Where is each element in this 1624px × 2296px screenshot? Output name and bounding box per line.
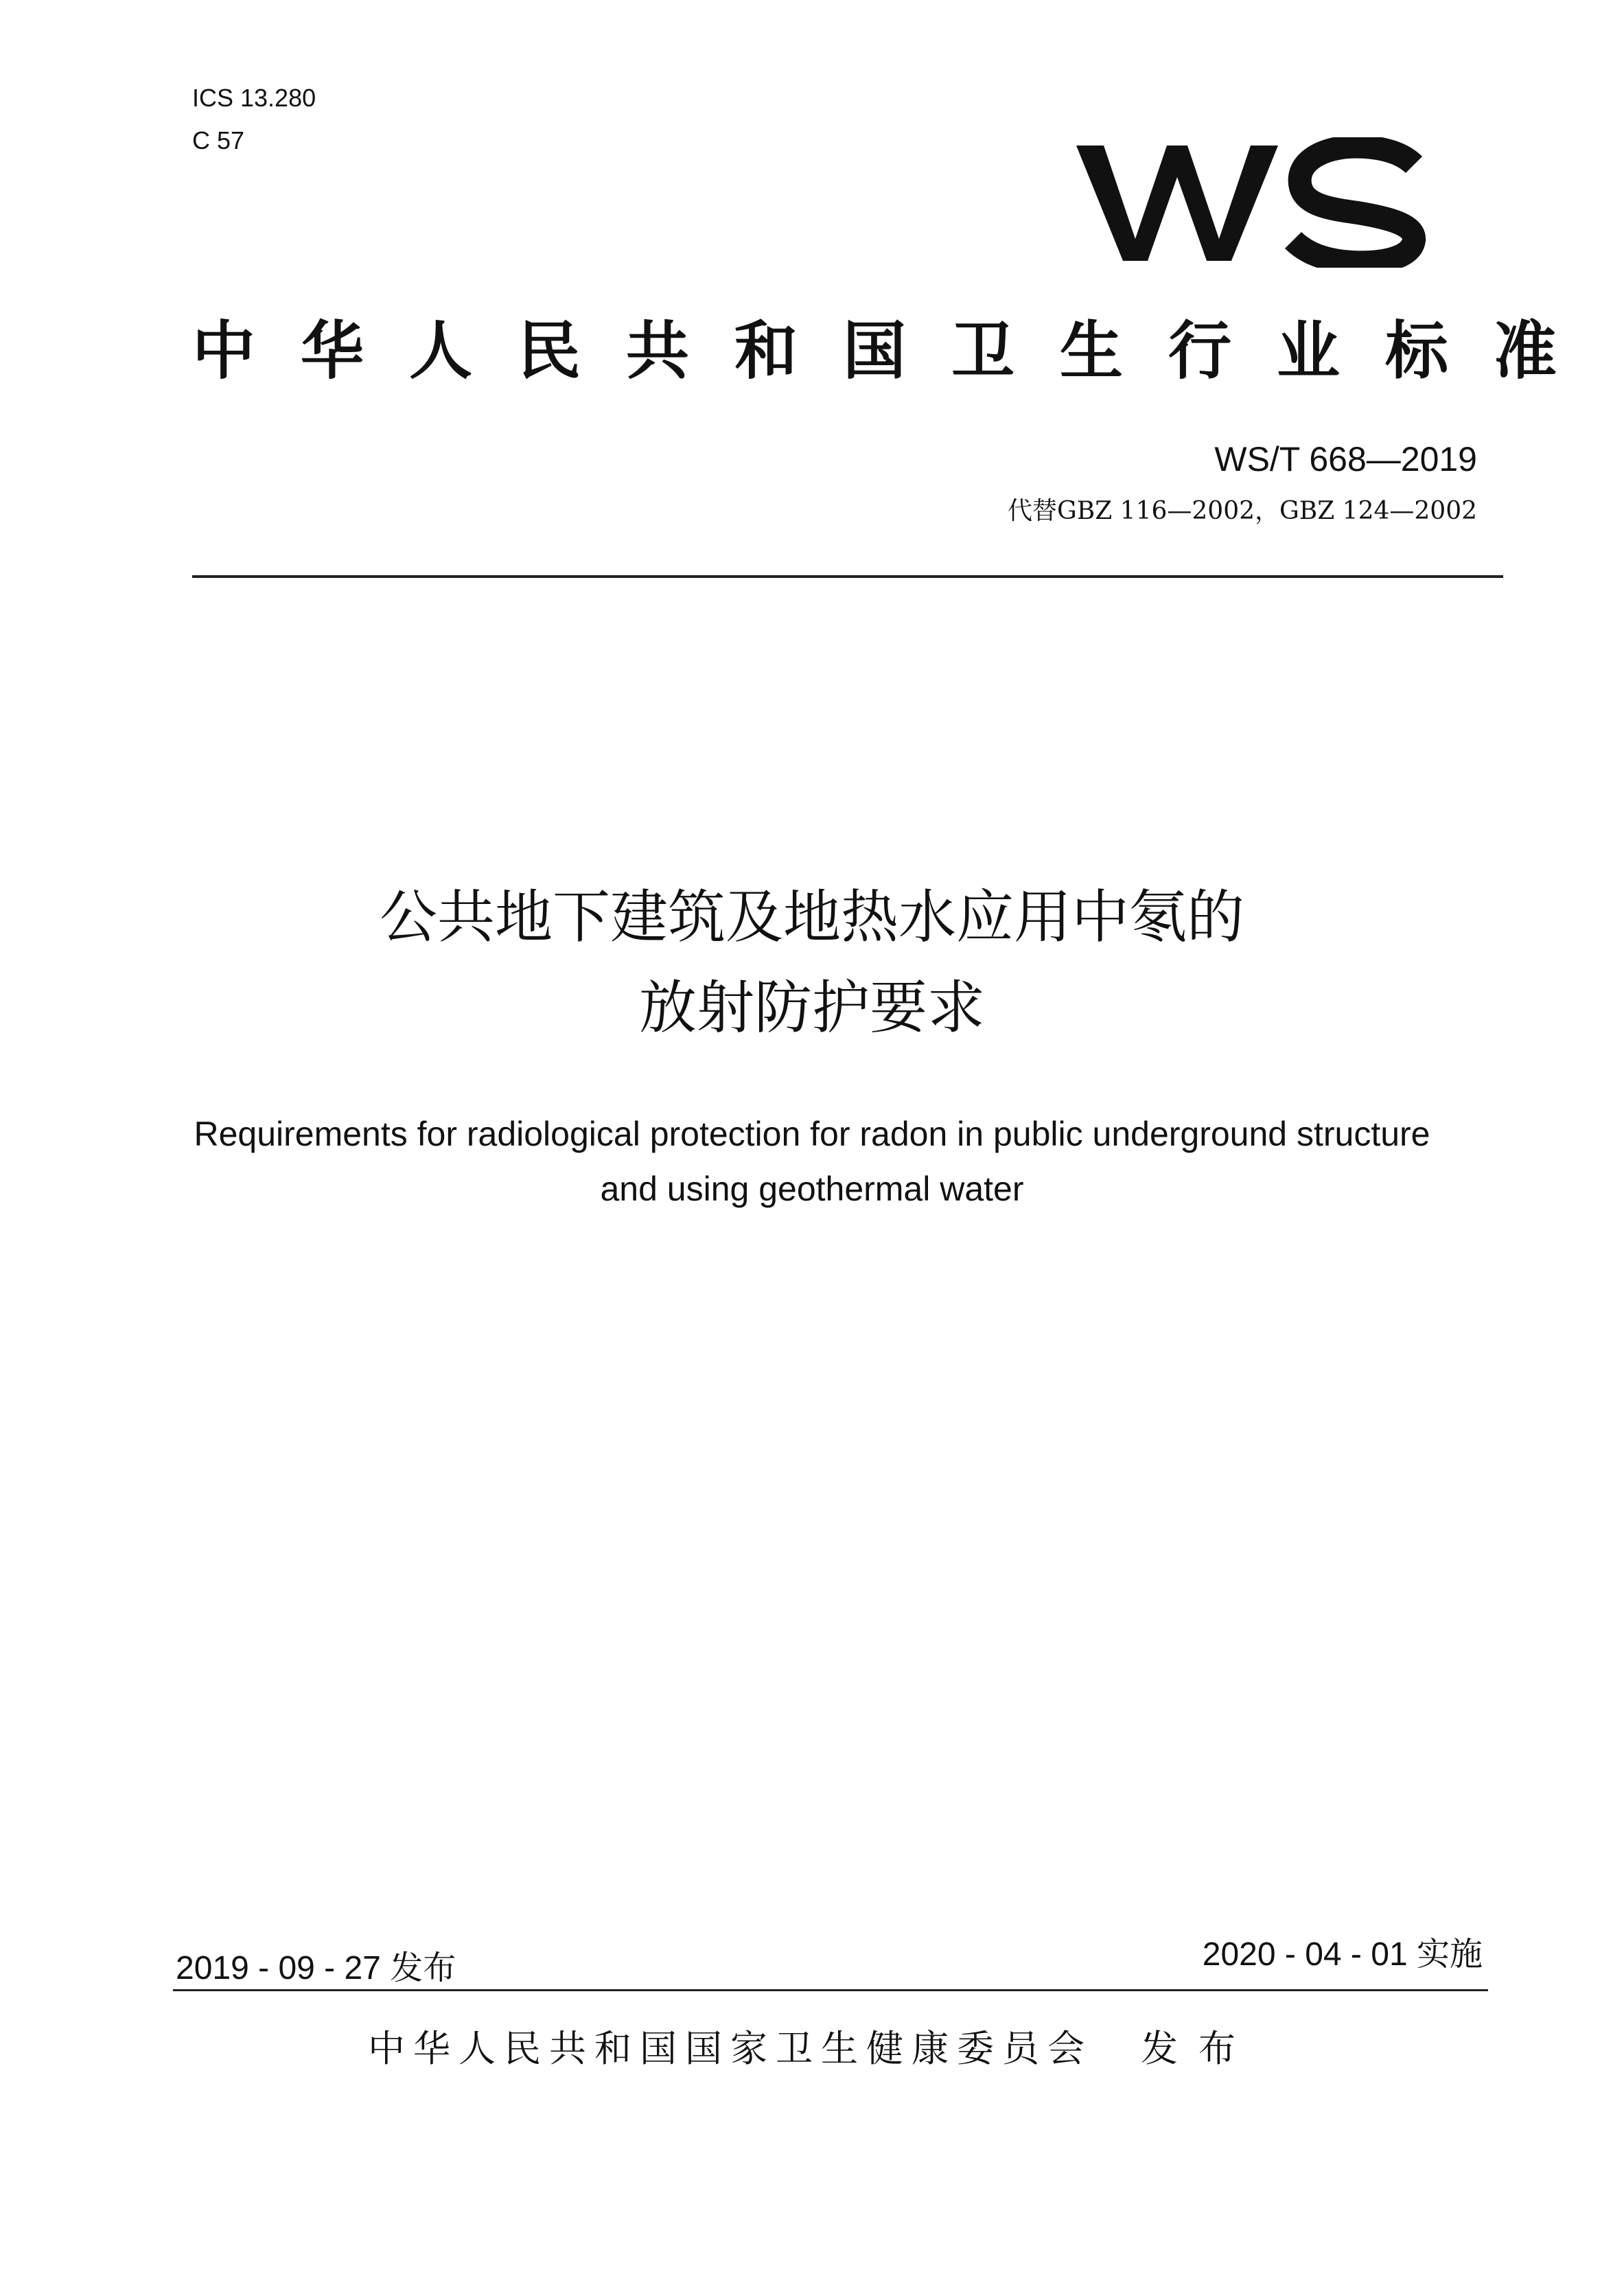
title-chinese-line-1: 公共地下建筑及地热水应用中氡的 — [379, 883, 1244, 951]
publisher — [0, 2021, 1624, 2076]
issue-date-label: 发布 — [390, 1950, 456, 1986]
title-english-line-2: and using geothermal water — [600, 1170, 1024, 1208]
ics-code: ICS 13.280 — [192, 84, 316, 112]
title-english — [0, 1106, 1624, 1216]
publisher-name: 中华人民共和国国家卫生健康委员会 — [368, 2027, 1093, 2070]
issue-date-value: 2019 - 09 - 27 — [176, 1950, 381, 1986]
header-divider — [192, 575, 1503, 578]
classification-codes — [192, 77, 316, 162]
ws-logo — [1076, 137, 1428, 268]
issue-date — [176, 1948, 456, 1989]
title-english-line-1: Requirements for radiological protection for radon in public underground structure — [194, 1115, 1430, 1153]
title-chinese-line-2: 放射防护要求 — [638, 974, 985, 1041]
implementation-date — [1203, 1934, 1483, 1975]
publisher-suffix: 发布 — [1141, 2027, 1256, 2070]
title-chinese — [0, 872, 1624, 1053]
implementation-date-label: 实施 — [1416, 1936, 1483, 1973]
footer-divider — [173, 1989, 1488, 1991]
implementation-date-value: 2020 - 04 - 01 — [1202, 1936, 1408, 1973]
ccs-code: C 57 — [192, 126, 245, 154]
replaces-note: 代替GBZ 116—2002，GBZ 124—2002 — [1008, 497, 1477, 525]
standard-type-heading: 中华人民共和国卫生行业标准 — [192, 314, 1603, 388]
standard-number: WS/T 668—2019 — [1214, 440, 1477, 478]
